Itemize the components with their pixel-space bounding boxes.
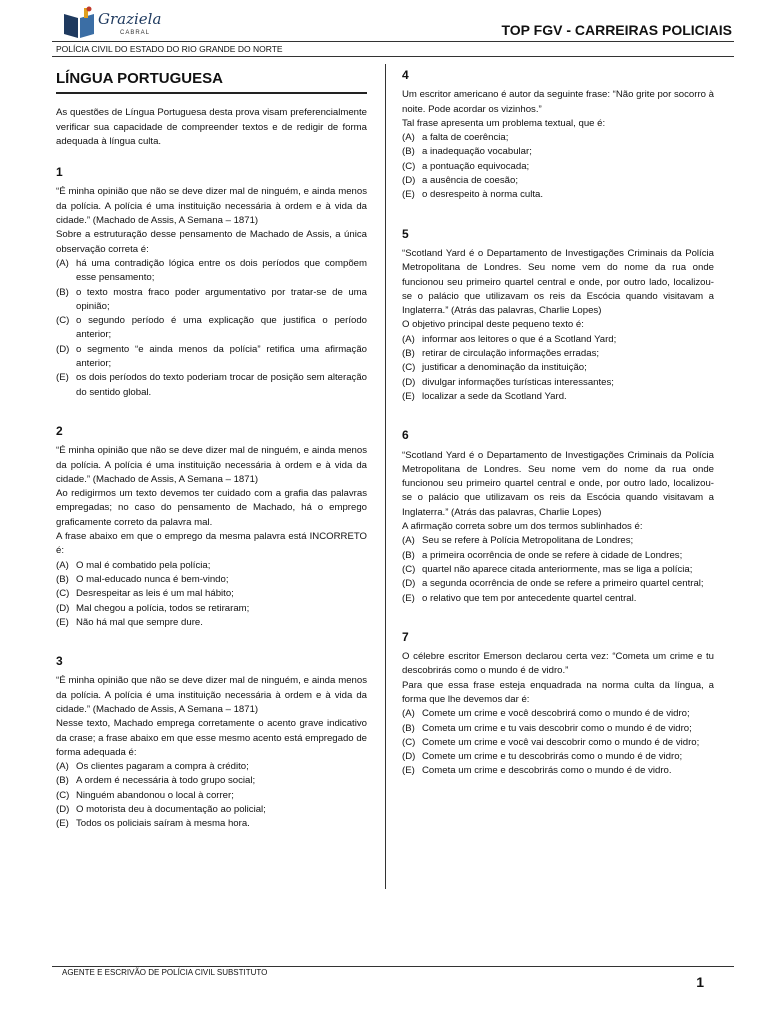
header-subtitle: POLÍCIA CIVIL DO ESTADO DO RIO GRANDE DO NORTE: [56, 44, 283, 54]
header-divider: [52, 41, 734, 42]
option: (B) Cometa um crime e tu vais descobrir como o mundo é de vidro;: [402, 722, 692, 734]
section-intro: As questões de Língua Portuguesa desta prova visam preferencialmente verificar sua capacidade de compreender textos e de redigir de forma adequada à língua culta.: [56, 107, 367, 147]
question-number: 3: [56, 654, 63, 669]
question-5: [402, 247, 714, 404]
column-divider: [385, 64, 386, 889]
option: (A) informar aos leitores o que é a Scotland Yard;: [402, 333, 617, 345]
option: (C) Comete um crime e você vai descobrir como o mundo é de vidro;: [402, 736, 700, 748]
options-list: [56, 257, 367, 400]
footer-text: AGENTE E ESCRIVÃO DE POLÍCIA CIVIL SUBSTITUTO: [62, 968, 268, 977]
option: (B) a primeira ocorrência de onde se refere à cidade de Londres;: [402, 549, 683, 561]
option: (D) a ausência de coesão;: [402, 175, 519, 187]
option: (B) A ordem é necessária à todo grupo social;: [56, 775, 256, 787]
right-column: [402, 66, 714, 779]
question-stem: A frase abaixo em que o emprego da mesma palavra está INCORRETO é:: [56, 531, 367, 557]
question-quote: “É minha opinião que não se deve dizer mal de ninguém, e ainda menos da polícia. A polícia é uma instituição necessária à ordem e à vida da cidade.” (Machado de Assis, A Semana – 1871): [56, 445, 367, 485]
question-stem: Para que essa frase esteja enquadrada na norma culta da língua, a forma que lhe devemos dar é:: [402, 679, 714, 705]
option: (D) a segunda ocorrência de onde se refere a primeiro quartel central;: [402, 578, 704, 590]
option: (B) O mal-educado nunca é bem-vindo;: [56, 573, 229, 585]
options-list: [402, 131, 714, 202]
question-quote: “É minha opinião que não se deve dizer mal de ninguém, e ainda menos da polícia. A polícia é uma instituição necessária à ordem e à vida da cidade.” (Machado de Assis, A Semana – 1871): [56, 186, 367, 227]
question-6: [402, 449, 714, 606]
option: (A) Comete um crime e você descobrirá como o mundo é de vidro;: [402, 708, 690, 720]
option: (C) o segundo período é uma explicação que justifica o período anterior;: [56, 315, 367, 341]
logo-sub: CABRAL: [120, 30, 151, 36]
option: (A) há uma contradição lógica entre os dois períodos que compõem esse pensamento;: [56, 257, 367, 284]
header-title: TOP FGV - CARREIRAS POLICIAIS: [501, 22, 732, 38]
question-4: [402, 88, 714, 202]
options-list: [56, 760, 367, 831]
question-1: [56, 185, 367, 399]
question-text: Ao redigirmos um texto devemos ter cuidado com a grafia das palavras empregadas; no caso do pensamento de Machado, há o emprego graficamente correto da palavra mal.: [56, 488, 367, 528]
question-number: 1: [56, 165, 63, 180]
header-divider-bottom: [52, 56, 734, 57]
option: (B) o texto mostra fraco poder argumentativo por tratar-se de uma opinião;: [56, 286, 367, 312]
option: (A) O mal é combatido pela polícia;: [56, 559, 211, 571]
option: (D) o segmento “e ainda menos da polícia” retifica uma afirmação anterior;: [56, 343, 367, 370]
question-stem: Tal frase apresenta um problema textual, que é:: [402, 117, 606, 129]
option: (C) Ninguém abandonou o local à correr;: [56, 789, 234, 801]
option: (E) Cometa um crime e descobrirás como o mundo é de vidro.: [402, 765, 672, 777]
option: (C) a pontuação equivocada;: [402, 160, 530, 172]
question-quote: Um escritor americano é autor da seguinte frase: “Não grite por socorro à noite. Pode acordar os vizinhos.”: [402, 89, 714, 115]
option: (D) O motorista deu à documentação ao policial;: [56, 804, 266, 816]
page-number: 1: [696, 974, 704, 990]
options-list: [402, 534, 714, 605]
logo: [62, 6, 182, 40]
option: (A) Os clientes pagaram a compra à crédito;: [56, 761, 249, 773]
option: (B) a inadequação vocabular;: [402, 146, 532, 158]
question-quote: O célebre escritor Emerson declarou certa vez: “Cometa um crime e tu descobrirás como o mundo é de vidro.”: [402, 651, 714, 677]
options-list: [402, 707, 714, 778]
option: (D) divulgar informações turísticas interessantes;: [402, 376, 614, 388]
option: (E) Todos os policiais saíram à mesma hora.: [56, 818, 250, 830]
option: (D) Mal chegou a polícia, todos se retiraram;: [56, 602, 250, 614]
question-2: [56, 444, 367, 630]
options-list: [402, 333, 714, 404]
question-stem: Sobre a estruturação desse pensamento de Machado de Assis, a única observação correta é:: [56, 229, 367, 255]
question-7: [402, 650, 714, 779]
option: (C) Desrespeitar as leis é um mal hábito;: [56, 588, 234, 600]
question-quote: “Scotland Yard é o Departamento de Investigações Criminais da Polícia Metropolitana de Londres. Seu nome vem do nome da rua onde funcionou seu primeiro quartel central e onde, por outro lado, localizou-se o palácio que utilizavam os reis da Escócia quando visitavam a Inglaterra.” (Atrás das palavras, Charlie Lopes): [402, 247, 714, 317]
question-quote: “Scotland Yard é o Departamento de Investigações Criminais da Polícia Metropolitana de Londres. Seu nome vem do nome da rua onde funcionou seu primeiro quartel central e onde, por outro lado, localizou-se o palácio que utilizavam os reis da Escócia quando visitavam a Inglaterra.” (Atrás das palavras, Charlie Lopes): [402, 449, 714, 518]
option: (E) Não há mal que sempre dure.: [56, 616, 203, 628]
question-stem: A afirmação correta sobre um dos termos sublinhados é:: [402, 521, 643, 533]
option: (A) Seu se refere à Polícia Metropolitana de Londres;: [402, 535, 634, 547]
section-title: LÍNGUA PORTUGUESA: [56, 66, 367, 94]
question-number: 5: [402, 226, 409, 241]
option: (C) quartel não aparece citada anteriormente, mas se liga a polícia;: [402, 563, 693, 575]
question-number: 4: [402, 68, 409, 82]
question-3: [56, 674, 367, 831]
question-number: 7: [402, 629, 409, 644]
option: (E) o desrespeito à norma culta.: [402, 189, 544, 201]
question-number: 6: [402, 428, 409, 443]
option: (D) Comete um crime e tu descobrirás como o mundo é de vidro;: [402, 751, 683, 763]
option: (B) retirar de circulação informações erradas;: [402, 348, 600, 360]
options-list: [56, 559, 367, 630]
footer-divider: [52, 966, 734, 967]
logo-name: Graziela: [98, 10, 162, 28]
option: (E) localizar a sede da Scotland Yard.: [402, 390, 567, 402]
option: (E) o relativo que tem por antecedente quartel central.: [402, 592, 637, 604]
book-logo-icon: [62, 6, 96, 40]
option: (E) os dois períodos do texto poderiam trocar de posição sem alteração do sentido global.: [56, 372, 367, 398]
question-quote: “É minha opinião que não se deve dizer mal de ninguém, e ainda menos da polícia. A polícia é uma instituição necessária à ordem e à vida da cidade.” (Machado de Assis, A Semana – 1871): [56, 675, 367, 715]
question-stem: O objetivo principal deste pequeno texto é:: [402, 319, 584, 331]
question-stem: Nesse texto, Machado emprega corretamente o acento grave indicativo da crase; a frase abaixo em que esse mesmo acento está empregado de forma adequada é:: [56, 718, 367, 758]
question-number: 2: [56, 423, 63, 438]
option: (A) a falta de coerência;: [402, 132, 509, 144]
left-column: [56, 66, 367, 832]
option: (C) justificar a denominação da instituição;: [402, 362, 587, 374]
